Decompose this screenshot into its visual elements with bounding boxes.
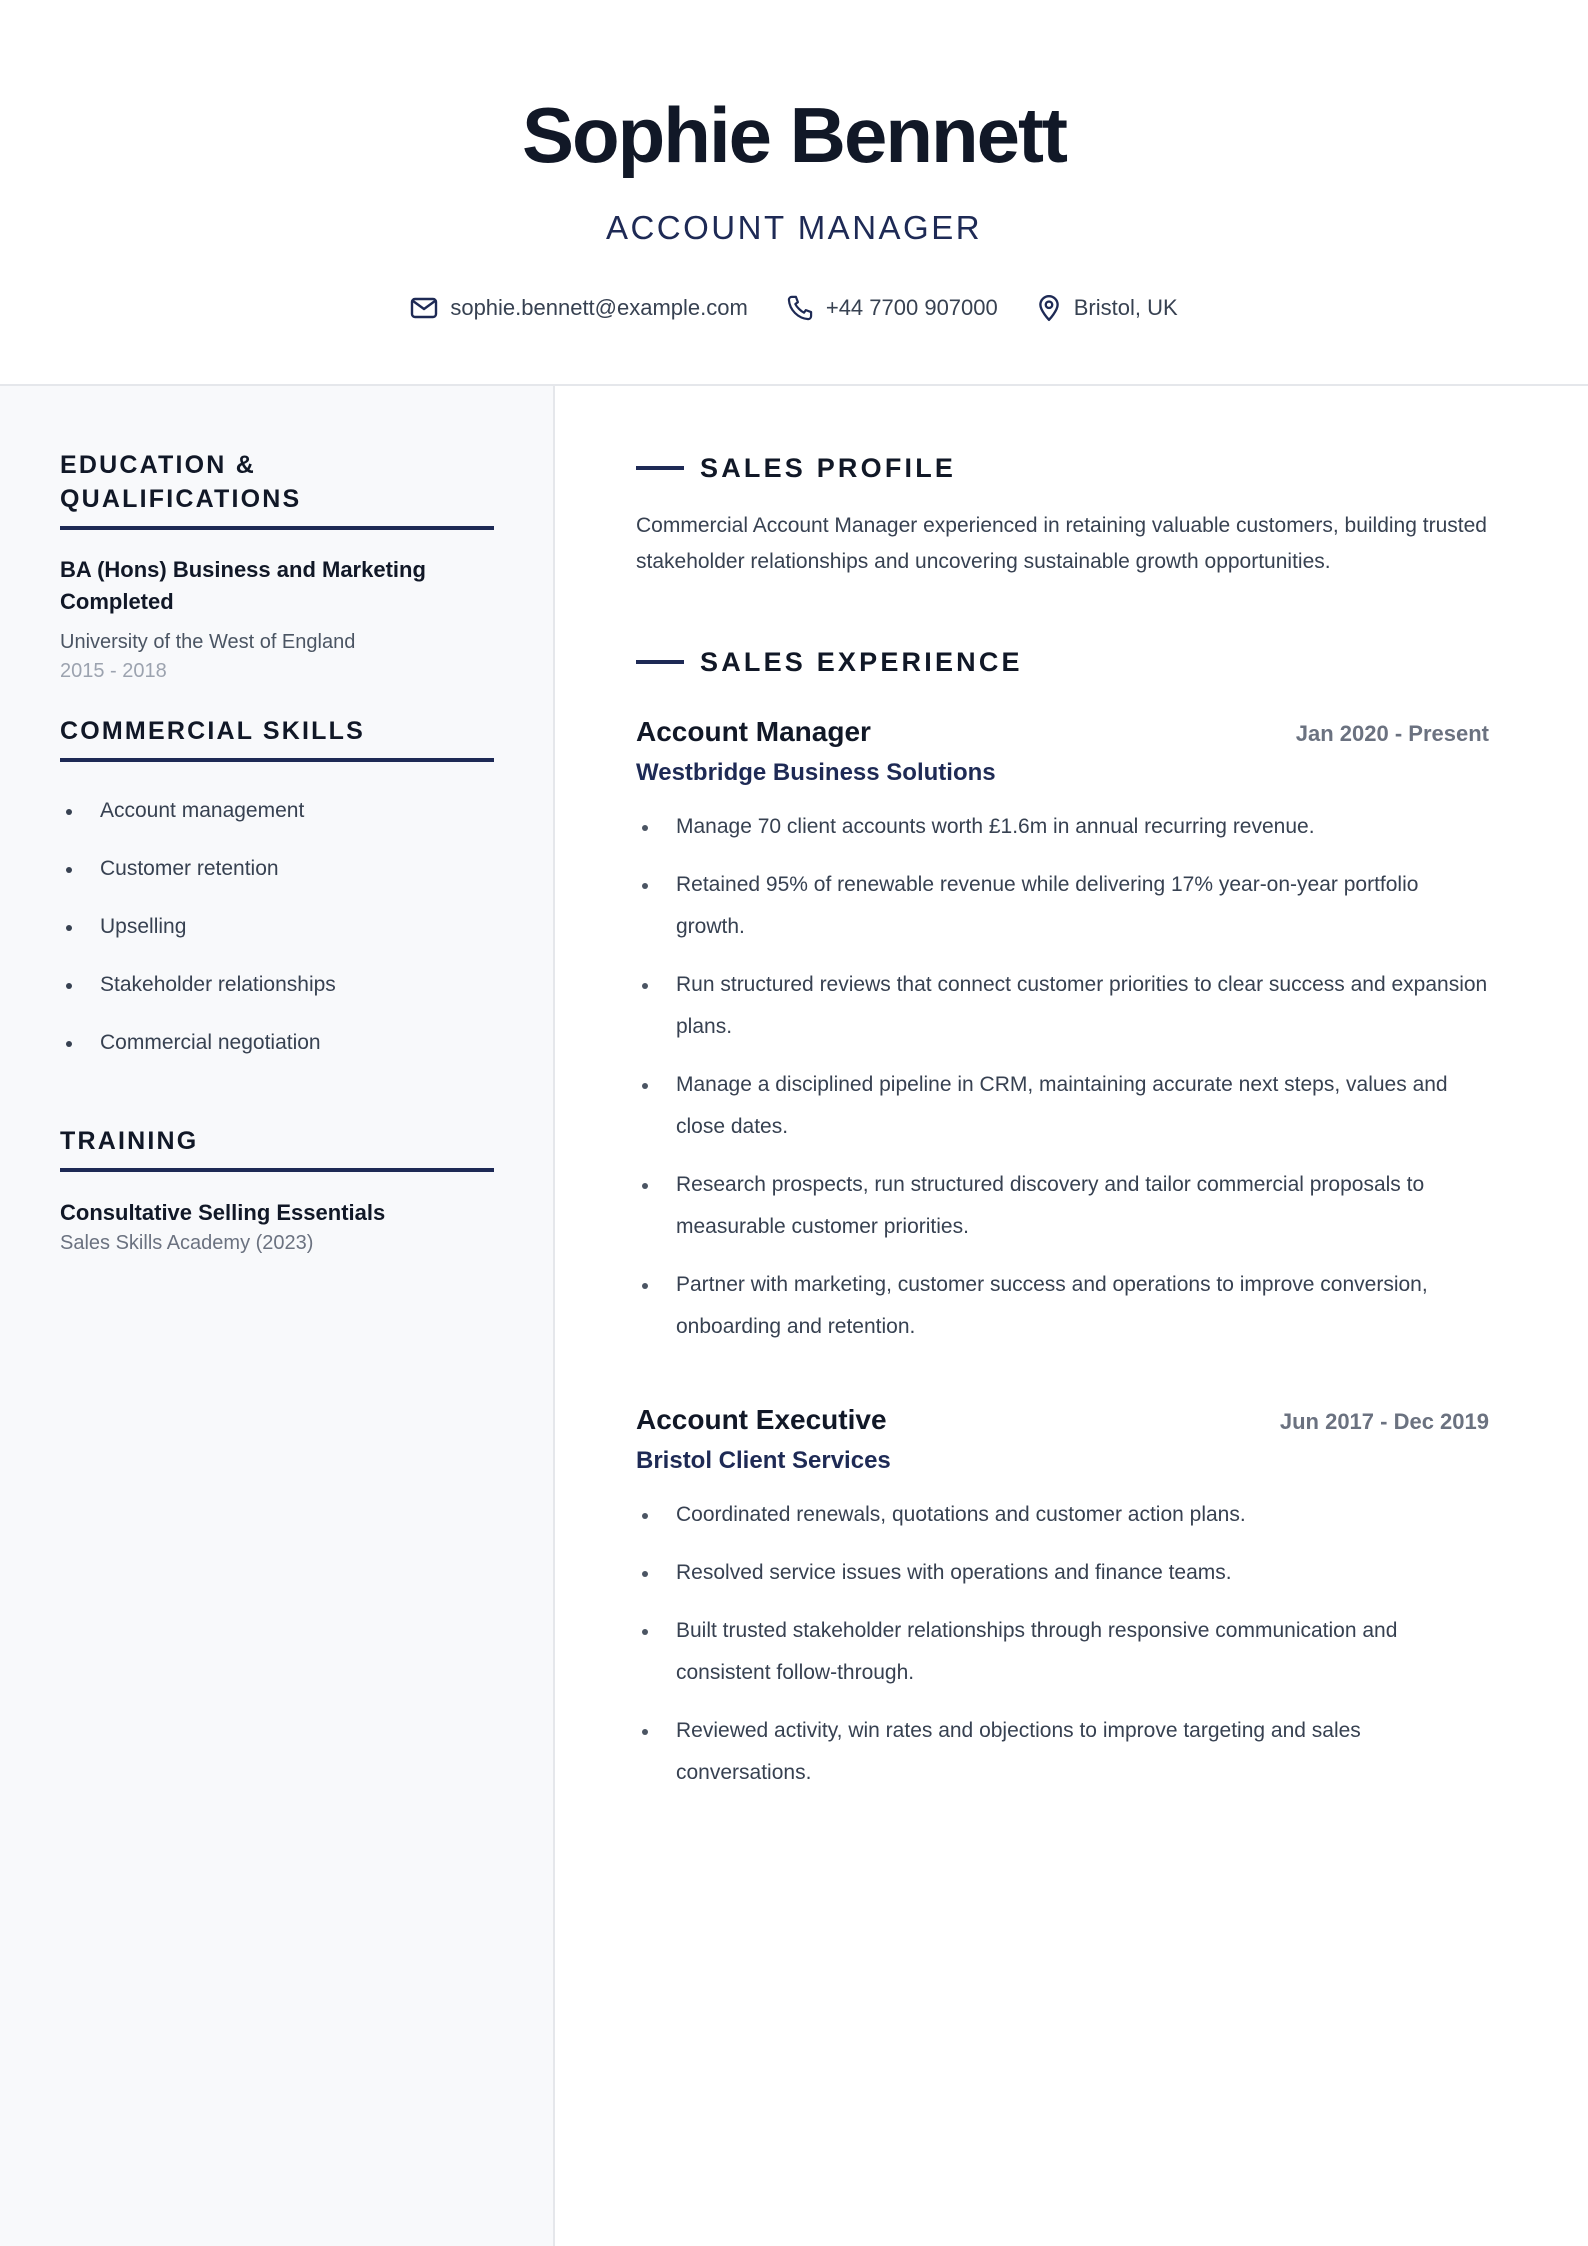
list-item: Stakeholder relationships (60, 956, 494, 1014)
job-dates: Jun 2017 - Dec 2019 (1279, 1409, 1489, 1434)
job-company: Bristol Client Services (636, 1447, 891, 1474)
location-text: Bristol, UK (1073, 295, 1178, 320)
job-entry-account-manager (636, 712, 1489, 1364)
job-dates: Jan 2020 - Present (1295, 721, 1489, 746)
candidate-name: Sophie Bennett (521, 91, 1066, 179)
contact-bar (0, 290, 1588, 326)
location-pin-icon (1036, 294, 1062, 322)
experience-heading (636, 644, 1023, 680)
list-item: Built trusted stakeholder relationships through responsive communication and consistent follow-through. (636, 1610, 1489, 1694)
list-item: Customer retention (60, 840, 494, 898)
list-item: Coordinated renewals, quotations and customer action plans. (636, 1494, 1489, 1536)
skills-heading: COMMERCIAL SKILLS (60, 714, 494, 762)
training-section (60, 1124, 494, 1258)
job-header (636, 1400, 1489, 1440)
experience-heading-text: SALES EXPERIENCE (700, 646, 1023, 677)
training-title: Consultative Selling Essentials (60, 1200, 386, 1225)
job-entry-account-executive (636, 1400, 1489, 1810)
training-heading: TRAINING (60, 1124, 494, 1172)
profile-heading-text: SALES PROFILE (700, 452, 957, 483)
list-item: Upselling (60, 898, 494, 956)
education-school: University of the West of England (60, 631, 356, 653)
heading-rule (636, 660, 684, 664)
contact-email[interactable] (410, 295, 748, 321)
candidate-role: ACCOUNT MANAGER (605, 209, 983, 246)
education-degree (60, 554, 494, 618)
profile-heading (636, 450, 956, 486)
phone-icon (786, 294, 814, 322)
list-item: Retained 95% of renewable revenue while delivering 17% year-on-year portfolio growth. (636, 864, 1489, 948)
sidebar (0, 386, 555, 2246)
degree-status: Completed (60, 589, 174, 614)
training-provider: Sales Skills Academy (2023) (60, 1232, 314, 1254)
list-item: Manage 70 client accounts worth £1.6m in annual recurring revenue. (636, 806, 1489, 848)
list-item: Run structured reviews that connect customer priorities to clear success and expansion plans. (636, 964, 1489, 1048)
job-title: Account Manager (636, 716, 871, 747)
degree-name: BA (Hons) Business and Marketing (60, 557, 426, 582)
job-bullets (636, 1494, 1489, 1794)
email-text: sophie.bennett@example.com (450, 295, 748, 320)
education-dates: 2015 - 2018 (60, 660, 167, 682)
heading-rule (636, 466, 684, 470)
list-item: Reviewed activity, win rates and objections to improve targeting and sales conversations. (636, 1710, 1489, 1794)
main-content (557, 386, 1588, 2246)
contact-location (1036, 294, 1178, 322)
mail-icon (410, 296, 438, 320)
skills-list (60, 782, 494, 1072)
list-item: Commercial negotiation (60, 1014, 494, 1072)
profile-summary: Commercial Account Manager experienced in retaining valuable customers, building trusted stakeholder relationships and uncovering sustainable growth opportunities. (636, 514, 1487, 573)
education-section (60, 448, 494, 686)
job-title: Account Executive (636, 1404, 887, 1435)
list-item: Partner with marketing, customer success and operations to improve conversion, onboarding and retention. (636, 1264, 1489, 1348)
job-header (636, 712, 1489, 752)
contact-phone[interactable] (786, 294, 998, 322)
list-item: Manage a disciplined pipeline in CRM, maintaining accurate next steps, values and close dates. (636, 1064, 1489, 1148)
resume-header (0, 0, 1588, 386)
list-item: Resolved service issues with operations and finance teams. (636, 1552, 1489, 1594)
phone-text: +44 7700 907000 (825, 295, 998, 320)
list-item: Account management (60, 782, 494, 840)
list-item: Research prospects, run structured discovery and tailor commercial proposals to measurable customer priorities. (636, 1164, 1489, 1248)
education-heading: EDUCATION & QUALIFICATIONS (60, 448, 494, 530)
job-company: Westbridge Business Solutions (636, 759, 996, 786)
job-bullets (636, 806, 1489, 1348)
skills-section (60, 714, 494, 1072)
